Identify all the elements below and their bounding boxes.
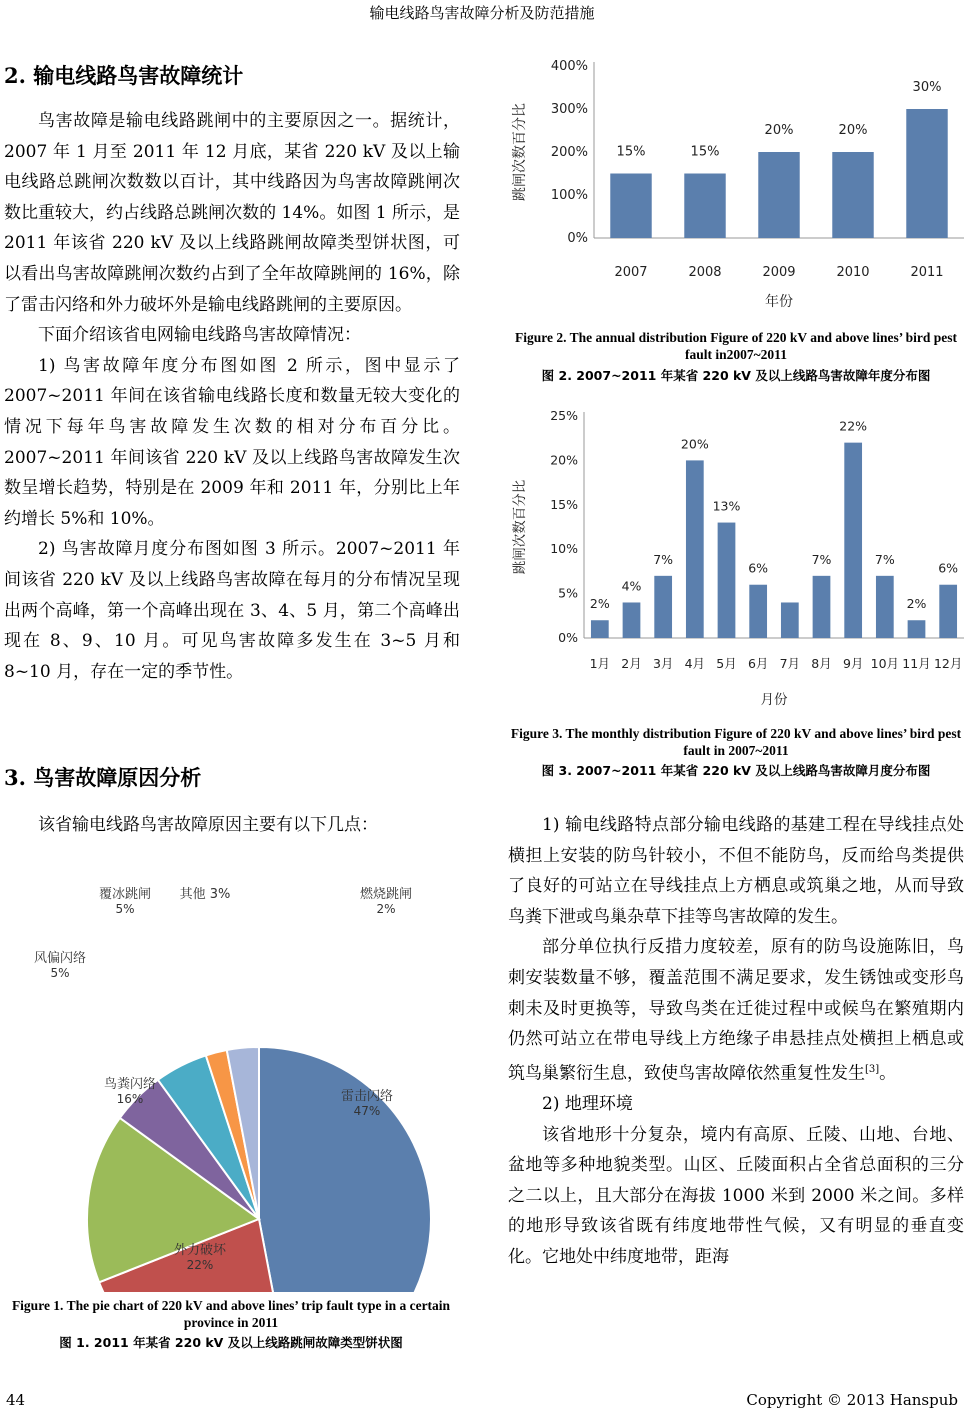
y-tick-label: 15% [550,496,578,512]
y-tick-label: 400% [550,59,588,74]
subheading: 2) 地理环境 [542,1094,633,1114]
paragraph: 下面介绍该省电网输电线路鸟害故障情况： [38,325,361,346]
section3-body [508,810,964,1273]
bar-data-label: 15% [690,144,720,160]
bar [684,174,725,239]
x-tick-label: 4月 [684,656,706,671]
x-tick-label: 1月 [589,656,611,671]
bar [832,152,873,238]
section2-body [4,106,460,687]
figure1-caption-zh: 图 1. 2011 年某省 220 kV 及以上线路跳闸故障类型饼状图 [59,1335,403,1350]
bar-data-label: 20% [680,436,709,452]
paragraph: 1) 鸟害故障年度分布图如图 2 所示，图中显示了 2007~2011 年间在该省输电线路长度和数量无较大变化的情况下每年鸟害故障发生次数的相对分布百分比。2007~2011 年间该省 220 kV 及以上线路鸟害故障发生次数呈增长趋势，特别是在 2009 年和 2011 年，分别比上年约增长 5%和 10%。 [4,355,460,529]
paragraph: 鸟害故障是输电线路跳闸中的主要原因之一。据统计，2007 年 1 月至 2011 年 12 月底，某省 220 kV 及以上输电线路总跳闸次数数以百计，其中线路因为鸟害故障跳闸次数比重较大，约占线路总跳闸次数的 14%。如图 1 所示，是 2011 年该省 220 kV 及以上线路跳闸故障类型饼状图，可以看出鸟害故障跳闸次数约占到了全年故障跳闸的 16%，除了雷击闪络和外力破坏外是输电线路跳闸的主要原因。 [4,111,460,315]
paragraph: 该省输电线路鸟害故障原因主要有以下几点： [38,815,378,835]
bar-data-label: 7% [811,551,832,567]
pie-value-label: 16% [116,1092,144,1106]
bar-data-label: 15% [616,144,646,160]
pie-value-label: 5% [115,902,135,916]
bar [654,576,672,638]
x-tick-label: 7月 [779,656,801,671]
y-axis-label: 跳闸次数百分比 [512,479,528,575]
bar [749,585,767,638]
monthly-bar-chart [508,398,964,716]
y-tick-label: 100% [550,188,588,203]
pie-value-label: 47% [353,1104,381,1118]
bar-data-label: 22% [839,418,868,434]
figure3-caption-zh: 图 3. 2007~2011 年某省 220 kV 及以上线路鸟害故障月度分布图 [541,763,931,778]
x-tick-label: 2月 [621,656,642,671]
x-tick-label: 5月 [716,656,737,671]
y-axis-label: 跳闸次数百分比 [512,103,528,201]
page-number: 44 [6,1391,26,1409]
x-tick-label: 2011 [910,265,944,280]
x-tick-label: 11月 [902,656,931,671]
pie-label: 其他 3% [179,887,231,902]
pie-slice [259,1047,431,1292]
bar-data-label: 7% [653,551,674,567]
section3-intro-block [4,810,460,841]
figure2-caption-en: Figure 2. The annual distribution Figure of 220 kV and above lines’ bird pest fault in2007~2011 [514,330,958,362]
figure2-caption-zh: 图 2. 2007~2011 年某省 220 kV 及以上线路鸟害故障年度分布图 [541,368,931,383]
section2-title: 2. 输电线路鸟害故障统计 [4,63,244,88]
bar [844,443,862,638]
section3-title: 3. 鸟害故障原因分析 [4,765,202,790]
bar-data-label: 2% [906,596,927,612]
y-tick-label: 0% [558,630,578,645]
pie-label: 风偏闪络 [33,951,87,966]
y-tick-label: 0% [567,231,588,246]
paragraph: 该省地形十分复杂，境内有高原、丘陵、山地、台地、盆地等多种地貌类型。山区、丘陵面积占全省总面积的三分之二以上，且大部分在海拔 1000 米到 2000 米之间。多样的地形导致该省既有纬度地带性气候，又有明显的垂直变化。它地处中纬度地带，距海 [508,1124,964,1267]
bar-data-label: 13% [712,498,741,514]
y-tick-label: 5% [558,585,578,601]
bar [939,585,957,638]
bar [623,602,641,638]
annual-bar-chart [508,52,964,322]
bar-data-label: 4% [621,578,642,594]
bar-data-label: 30% [912,80,942,95]
pie-label: 覆冰跳闸 [98,887,152,902]
y-tick-label: 300% [550,102,588,117]
paragraph [508,932,964,1089]
x-tick-label: 2009 [762,265,796,280]
paragraph: 1) 输电线路特点部分输电线路的基建工程在导线挂点处横担上安装的防鸟针较小，不但不能防鸟，反而给鸟类提供了良好的可站立在导线挂点上方栖息或筑巢之地，从而导致鸟粪下泄或鸟巢杂草下挂等鸟害故障的发生。 [508,815,964,927]
paragraph-end: 。 [879,1063,897,1084]
bar [906,109,947,238]
bar [813,576,831,638]
y-tick-label: 20% [550,452,578,468]
x-tick-label: 10月 [870,656,900,671]
y-tick-label: 10% [550,541,578,557]
pie-chart [22,862,442,1292]
bar [610,174,651,239]
copyright: Copyright © 2013 Hanspub [746,1391,958,1409]
bar-data-label: 20% [838,123,868,138]
paragraph: 2) 鸟害故障月度分布图如图 3 所示。2007~2011 年间该省 220 kV 及以上线路鸟害故障在每月的分布情况呈现出两个高峰，第一个高峰出现在 3、4、5 月，第二个高峰出现在 8、9、10 月。可见鸟害故障多发生在 3~5 月和 8~10 月，存在一定的季节性。 [4,539,460,682]
x-tick-label: 9月 [842,656,864,671]
bar-data-label: 6% [748,560,769,576]
citation: [3] [865,1063,880,1075]
x-tick-label: 2010 [836,265,870,280]
y-tick-label: 25% [550,408,578,423]
pie-label: 雷击闪络 [340,1089,394,1104]
x-tick-label: 2008 [688,265,722,280]
bar-data-label: 7% [874,551,895,567]
y-tick-label: 200% [550,145,588,160]
running-head: 输电线路鸟害故障分析及防范措施 [369,4,595,22]
x-tick-label: 2007 [614,265,648,280]
bar-data-label: 6% [938,560,959,576]
bar [758,152,799,238]
bar [876,576,894,638]
bar-data-label: 2% [589,596,610,612]
pie-value-label: 2% [376,902,396,916]
bar [908,620,926,638]
pie-label: 燃烧跳闸 [359,887,413,902]
pie-label: 外力破坏 [173,1243,227,1258]
bar [686,460,704,638]
x-axis-label: 月份 [760,692,788,708]
bar [781,602,799,638]
x-axis-label: 年份 [765,294,793,310]
figure1-caption-en: Figure 1. The pie chart of 220 kV and above lines’ trip fault type in a certain province in 2011 [11,1298,451,1330]
paragraph-text: 部分单位执行反措力度较差，原有的防鸟设施陈旧，鸟刺安装数量不够，覆盖范围不满足要求，发生锈蚀或变形鸟刺未及时更换等，导致鸟类在迁徙过程中或候鸟在繁殖期内仍然可站立在带电导线上方绝缘子串悬挂点处横担上栖息或筑鸟巢繁衍生息，致使鸟害故障依然重复性发生 [508,937,964,1084]
figure3-caption-en: Figure 3. The monthly distribution Figure of 220 kV and above lines’ bird pest fault in 2007~2011 [510,726,962,758]
bar [591,620,609,638]
x-tick-label: 6月 [747,656,769,671]
bar-data-label: 20% [764,123,794,138]
x-tick-label: 3月 [652,656,674,671]
pie-value-label: 5% [50,966,70,980]
pie-value-label: 22% [186,1258,214,1272]
bar [718,523,736,638]
x-tick-label: 8月 [811,656,832,671]
x-tick-label: 12月 [933,656,963,671]
pie-label: 鸟粪闪络 [103,1077,157,1092]
